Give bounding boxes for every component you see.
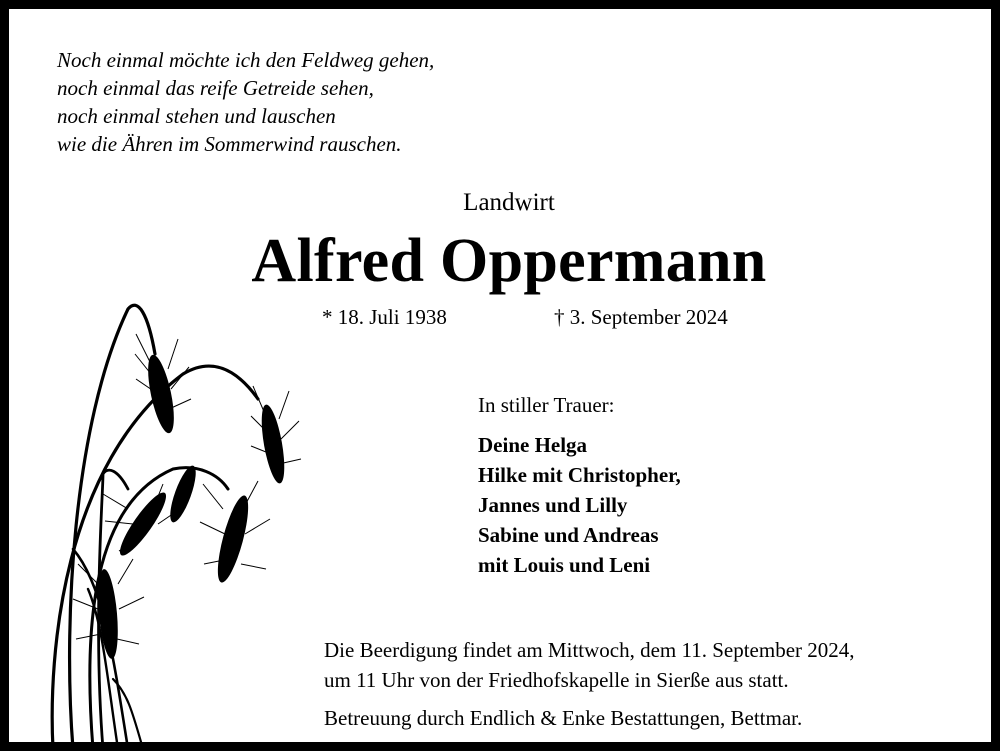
mourner: Jannes und Lilly [478,493,628,517]
mourning-intro: In stiller Trauer: [478,393,615,417]
death-date: † 3. September 2024 [554,305,728,329]
poem-line-1: Noch einmal möchte ich den Feldweg gehen, [57,48,435,72]
poem-line-3: noch einmal stehen und lauschen [57,104,336,128]
mourner: mit Louis und Leni [478,553,651,577]
funeral-line-1: Die Beerdigung findet am Mittwoch, dem 11. September 2024, [324,638,855,662]
deceased-name: Alfred Oppermann [251,227,767,295]
poem [57,46,434,158]
mourner: Sabine und Andreas [478,523,659,547]
mourners-list [478,430,681,580]
poem-line-4: wie die Ähren im Sommerwind rauschen. [57,132,402,156]
occupation: Landwirt [463,189,555,216]
funeral-notice [324,635,855,695]
birth-date: * 18. Juli 1938 [322,305,447,329]
mourner: Hilke mit Christopher, [478,463,681,487]
mourner: Deine Helga [478,433,588,457]
poem-line-2: noch einmal das reife Getreide sehen, [57,76,374,100]
wheat-ears-icon [33,294,313,754]
funeral-line-2: um 11 Uhr von der Friedhofskapelle in Sierße aus statt. [324,668,789,692]
undertaker-note: Betreuung durch Endlich & Enke Bestattungen, Bettmar. [324,706,803,730]
